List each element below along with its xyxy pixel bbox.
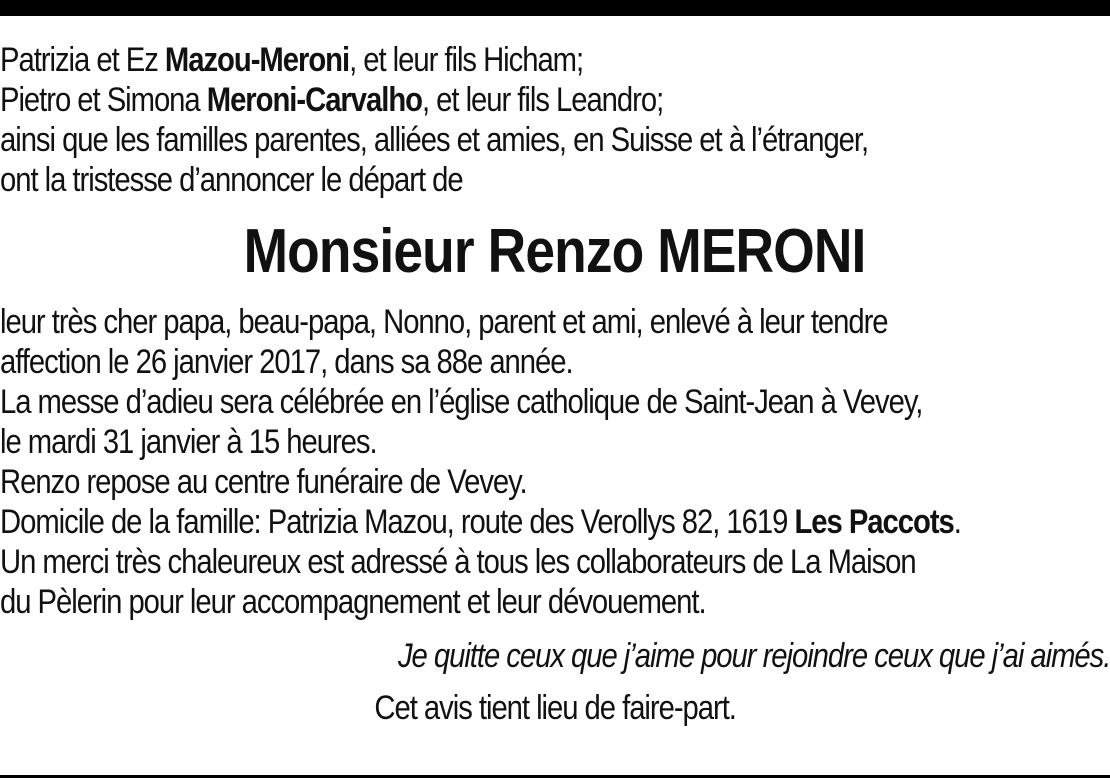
body-line-8: du Pèlerin pour leur accompagnement et leur dévouement. bbox=[0, 583, 706, 621]
obituary-notice bbox=[0, 40, 1110, 728]
announcer-line-2 bbox=[0, 80, 955, 120]
body-line-7: Un merci très chaleureux est adressé à tous les collaborateurs de La Maison bbox=[0, 543, 916, 581]
top-border-rule bbox=[0, 0, 1110, 16]
announcer-2-surname: Meroni-Carvalho bbox=[206, 81, 422, 119]
body-line-3: La messe d’adieu sera célébrée en l’église catholique de Saint-Jean à Vevey, bbox=[0, 383, 923, 421]
deceased-name-text: Monsieur Renzo MERONI bbox=[244, 217, 866, 286]
announcer-line-4: ont la tristesse d’annoncer le départ de bbox=[0, 161, 463, 199]
announcer-1-child: , et leur fils Hicham; bbox=[349, 41, 584, 79]
announcer-line-1 bbox=[0, 40, 955, 80]
body-line-5: Renzo repose au centre funéraire de Vevey. bbox=[0, 463, 527, 501]
address-period: . bbox=[953, 503, 961, 541]
announcer-line-3: ainsi que les familles parentes, alliées et amies, en Suisse et à l’étranger, bbox=[0, 121, 869, 159]
body-line-2: affection le 26 janvier 2017, dans sa 88e année. bbox=[0, 343, 573, 381]
announcer-2-child: , et leur fils Leandro; bbox=[421, 81, 664, 119]
body-line-6 bbox=[0, 502, 961, 542]
announcer-1-surname: Mazou-Meroni bbox=[164, 41, 350, 79]
body-line-1: leur très cher papa, beau-papa, Nonno, parent et ami, enlevé à leur tendre bbox=[0, 303, 888, 341]
body-line-4: le mardi 31 janvier à 15 heures. bbox=[0, 423, 377, 461]
deceased-name bbox=[0, 214, 1110, 290]
announcer-2-names: Pietro et Simona bbox=[0, 81, 207, 119]
closing-quote-text: Je quitte ceux que j’aime pour rejoindre ceux que j’ai aimés. bbox=[397, 637, 1110, 675]
closing-note-text: Cet avis tient lieu de faire-part. bbox=[374, 689, 736, 727]
bottom-border-rule bbox=[0, 775, 1110, 778]
closing-note bbox=[0, 688, 1110, 728]
closing-quote bbox=[0, 636, 1110, 676]
family-address: Domicile de la famille: Patrizia Mazou, route des Verollys 82, 1619 bbox=[0, 503, 795, 541]
announcer-1-names: Patrizia et Ez bbox=[0, 41, 165, 79]
family-locality: Les Paccots bbox=[794, 503, 954, 541]
